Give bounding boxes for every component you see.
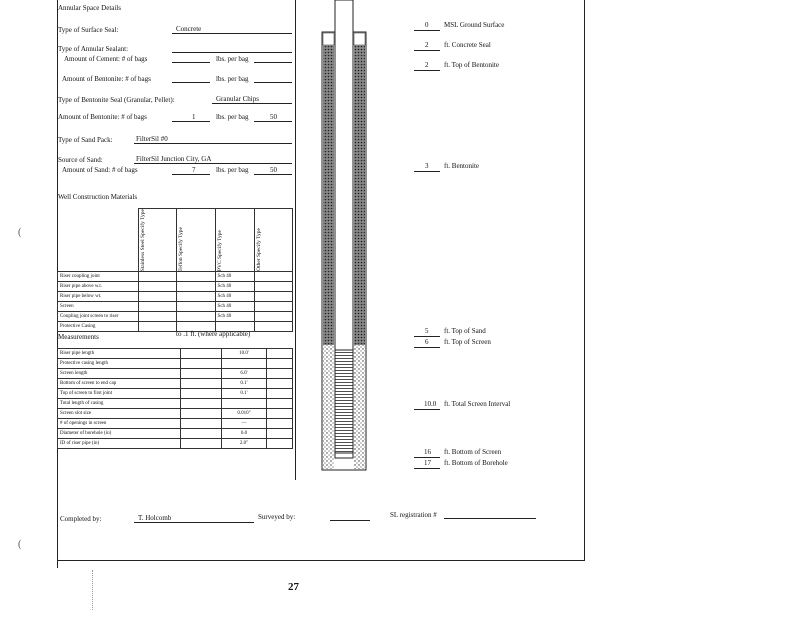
measurements-note: to .1 ft. (where applicable) bbox=[176, 330, 251, 338]
table-row bbox=[58, 419, 293, 429]
measurement-value: 0.010" bbox=[222, 409, 267, 419]
depth-bottom-screen-label: ft. Bottom of Screen bbox=[444, 448, 502, 456]
cement-bags-line bbox=[172, 62, 210, 63]
measurement-value bbox=[222, 399, 267, 409]
measurement-label: Riser pipe length bbox=[58, 349, 181, 359]
measurement-value: 0.1' bbox=[222, 379, 267, 389]
materials-header-stainless: Stainless Steel Specify Type bbox=[138, 209, 176, 272]
measurement-value bbox=[222, 359, 267, 369]
bentonite-fill-right bbox=[354, 45, 365, 345]
materials-row-pvc: Sch 40 bbox=[215, 302, 254, 312]
depth-ground-line bbox=[414, 30, 440, 31]
depth-bentonite-line bbox=[414, 171, 440, 172]
table-row bbox=[58, 322, 293, 332]
measurements-table bbox=[57, 348, 293, 449]
depth-top-bentonite-value: 2 bbox=[425, 61, 429, 69]
sand-pack-value: FilterSil #0 bbox=[136, 135, 168, 143]
amount-sand-lbs: 50 bbox=[270, 166, 277, 174]
cement-lbs-line bbox=[254, 62, 292, 63]
right-border-line bbox=[584, 0, 585, 560]
materials-header-pvc: PVC Specify Type bbox=[215, 209, 254, 272]
amount-bentonite-lbs-line bbox=[254, 121, 292, 122]
materials-row-pvc: Sch 40 bbox=[215, 282, 254, 292]
cement-lbs-label: lbs. per bag bbox=[216, 55, 249, 63]
measurements-title: Measurements bbox=[58, 333, 99, 341]
source-sand-label: Source of Sand: bbox=[58, 156, 103, 164]
completed-by-line bbox=[134, 522, 254, 523]
table-row bbox=[58, 292, 293, 302]
materials-row-pvc: Sch 40 bbox=[215, 292, 254, 302]
table-row bbox=[58, 349, 293, 359]
depth-bottom-screen-line bbox=[414, 457, 440, 458]
depth-top-sand-label: ft. Top of Sand bbox=[444, 327, 486, 335]
table-row bbox=[58, 429, 293, 439]
table-row bbox=[58, 312, 293, 322]
depth-top-bentonite-label: ft. Top of Bentonite bbox=[444, 61, 499, 69]
materials-row-label: Coupling joint screen to riser bbox=[58, 312, 139, 322]
measurement-label: Screen length bbox=[58, 369, 181, 379]
well-diagram bbox=[318, 0, 370, 475]
surface-seal-label: Type of Surface Seal: bbox=[58, 26, 119, 34]
measurement-label: Total length of casing bbox=[58, 399, 181, 409]
bentonite-seal-line bbox=[212, 103, 292, 104]
riser-pipe bbox=[335, 0, 353, 350]
table-row bbox=[58, 359, 293, 369]
measurement-value: 6.0 bbox=[222, 429, 267, 439]
source-sand-line bbox=[134, 163, 292, 164]
measurement-value: 6.0' bbox=[222, 369, 267, 379]
amount-bentonite-bags-line bbox=[172, 121, 210, 122]
surveyed-by-label: Surveyed by: bbox=[258, 513, 296, 521]
amount-bentonite-lbs: 50 bbox=[270, 113, 277, 121]
depth-top-screen-label: ft. Top of Screen bbox=[444, 338, 491, 346]
materials-row-pvc: Sch 40 bbox=[215, 272, 254, 282]
scan-artifact-dots bbox=[92, 570, 94, 610]
amount-sand-label: Amount of Sand: # of bags bbox=[62, 166, 138, 174]
completed-by-label: Completed by: bbox=[60, 515, 102, 523]
depth-bottom-borehole-line bbox=[414, 468, 440, 469]
depth-bottom-borehole-value: 17 bbox=[424, 459, 431, 467]
depth-ground-value: 0 bbox=[425, 21, 429, 29]
measurement-label: Protective casing length bbox=[58, 359, 181, 369]
materials-row-label: Protective Casing bbox=[58, 322, 139, 332]
amount-bentonite-label: Amount of Bentonite: # of bags bbox=[58, 113, 147, 121]
bentonite-seal-value: Granular Chips bbox=[216, 95, 259, 103]
completed-by-value: T. Holcomb bbox=[138, 514, 172, 522]
measurement-value: — bbox=[222, 419, 267, 429]
table-row bbox=[58, 399, 293, 409]
depth-concrete-value: 2 bbox=[425, 41, 429, 49]
measurement-label: Screen slot size bbox=[58, 409, 181, 419]
measurement-value: 0.1' bbox=[222, 389, 267, 399]
depth-top-bentonite-line bbox=[414, 70, 440, 71]
concrete-seal-left bbox=[323, 33, 334, 45]
table-row bbox=[58, 369, 293, 379]
measurement-label: Diameter of borehole (in) bbox=[58, 429, 181, 439]
depth-screen-interval-label: ft. Total Screen Interval bbox=[444, 400, 511, 408]
sand-pack-line bbox=[134, 143, 292, 144]
annular-title: Annular Space Details bbox=[58, 4, 121, 12]
measurement-label: # of openings in screen bbox=[58, 419, 181, 429]
amount-sand-lbs-line bbox=[254, 174, 292, 175]
sand-pack-left bbox=[323, 345, 334, 469]
amount-sand-bags: 7 bbox=[192, 166, 196, 174]
surface-seal-value: Concrete bbox=[176, 25, 202, 33]
materials-row-label: Riser coupling joint bbox=[58, 272, 139, 282]
bentonite-bags-label: Amount of Bentonite: # of bags bbox=[62, 75, 151, 83]
amount-bentonite-lbs-label: lbs. per bag bbox=[216, 113, 249, 121]
depth-screen-interval-value: 10.0 bbox=[424, 400, 437, 408]
depth-ground-label: MSL Ground Surface bbox=[444, 21, 505, 29]
table-row bbox=[58, 389, 293, 399]
measurement-label: Top of screen to first joint bbox=[58, 389, 181, 399]
table-row bbox=[58, 409, 293, 419]
materials-row-label: Screen bbox=[58, 302, 139, 312]
page-number: 27 bbox=[288, 581, 299, 593]
amount-bentonite-bags: 1 bbox=[192, 113, 196, 121]
table-row bbox=[58, 272, 293, 282]
surveyed-by-line bbox=[330, 520, 370, 521]
bentonite-seal-label: Type of Bentonite Seal (Granular, Pellet): bbox=[58, 96, 175, 104]
table-row bbox=[58, 379, 293, 389]
source-sand-value: FilterSil Junction City, GA bbox=[136, 155, 212, 163]
bentonite-lbs-label: lbs. per bag bbox=[216, 75, 249, 83]
depth-top-screen-line bbox=[414, 347, 440, 348]
concrete-seal-right bbox=[354, 33, 365, 45]
sand-pack-right bbox=[354, 345, 365, 469]
annular-sealant-label: Type of Annular Sealant: bbox=[58, 45, 129, 53]
materials-title: Well Construction Materials bbox=[58, 193, 138, 201]
scan-mark-bottom: ( bbox=[18, 539, 22, 550]
table-row bbox=[58, 439, 293, 449]
annular-sealant-line bbox=[172, 52, 292, 53]
depth-bottom-screen-value: 16 bbox=[424, 448, 431, 456]
materials-row-label: Riser pipe above w.t. bbox=[58, 282, 139, 292]
registration-label: SL registration # bbox=[390, 511, 437, 519]
depth-bottom-borehole-label: ft. Bottom of Borehole bbox=[444, 459, 508, 467]
table-row bbox=[58, 282, 293, 292]
depth-bentonite-value: 3 bbox=[425, 162, 429, 170]
end-cap bbox=[335, 453, 353, 458]
amount-sand-bags-line bbox=[172, 174, 210, 175]
materials-row-pvc: Sch 40 bbox=[215, 312, 254, 322]
materials-row-label: Riser pipe below wt. bbox=[58, 292, 139, 302]
depth-top-screen-value: 6 bbox=[425, 338, 429, 346]
measurement-label: Bottom of screen to end cap bbox=[58, 379, 181, 389]
registration-line bbox=[444, 518, 536, 519]
well-screen bbox=[335, 350, 353, 453]
cement-bags-label: Amount of Cement: # of bags bbox=[64, 55, 148, 63]
measurement-value: 2.0" bbox=[222, 439, 267, 449]
depth-concrete-label: ft. Concrete Seal bbox=[444, 41, 491, 49]
measurement-value: 10.0' bbox=[222, 349, 267, 359]
surface-seal-line bbox=[172, 33, 292, 34]
bottom-border-line bbox=[57, 560, 585, 561]
bentonite-lbs-line bbox=[254, 82, 292, 83]
scan-mark-top: ( bbox=[18, 227, 22, 238]
center-divider-line bbox=[295, 0, 296, 480]
depth-concrete-line bbox=[414, 50, 440, 51]
bentonite-bags-line bbox=[172, 82, 210, 83]
materials-corner-cell bbox=[58, 209, 139, 272]
sand-pack-label: Type of Sand Pack: bbox=[58, 136, 113, 144]
amount-sand-lbs-label: lbs. per bag bbox=[216, 166, 249, 174]
depth-top-sand-line bbox=[414, 336, 440, 337]
depth-bentonite-label: ft. Bentonite bbox=[444, 162, 479, 170]
materials-header-other: Other Specify Type bbox=[254, 209, 292, 272]
depth-screen-interval-line bbox=[414, 409, 440, 410]
materials-header-teflon: Teflon Specify Type bbox=[177, 209, 215, 272]
depth-top-sand-value: 5 bbox=[425, 327, 429, 335]
bentonite-fill-left bbox=[323, 45, 334, 345]
table-row bbox=[58, 302, 293, 312]
materials-table bbox=[57, 208, 293, 332]
measurement-label: ID of riser pipe (in) bbox=[58, 439, 181, 449]
